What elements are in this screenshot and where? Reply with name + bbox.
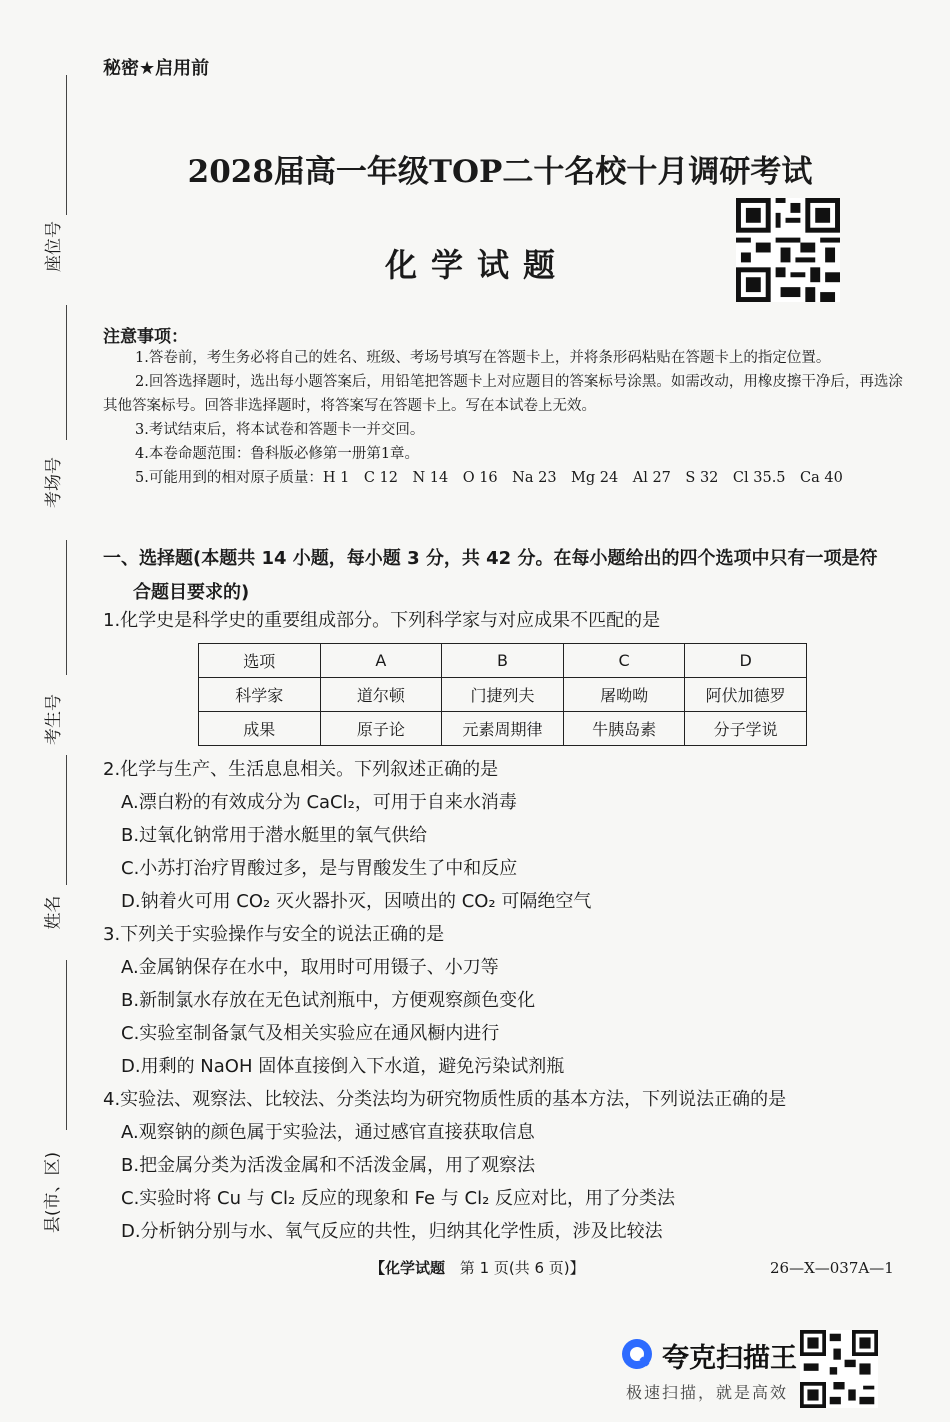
exam-room-label: 考场号 bbox=[44, 457, 64, 508]
notice-item: 3.考试结束后，将本试卷和答题卡一并交回。 bbox=[135, 422, 425, 438]
question-3-option-d: D.用剩的 NaOH 固体直接倒入下水道，避免污染试剂瓶 bbox=[121, 1056, 565, 1077]
question-1-table bbox=[198, 643, 807, 746]
table-cell: 科学家 bbox=[199, 678, 321, 712]
page-footer bbox=[370, 1257, 585, 1278]
notice-item: 5.可能用到的相对原子质量：H 1 C 12 N 14 O 16 Na 23 Mg 24 Al 27 S 32 Cl 35.5 Ca 40 bbox=[135, 470, 843, 486]
exam-title: 2028届高一年级TOP二十名校十月调研考试 bbox=[187, 154, 813, 190]
qr-code-icon[interactable] bbox=[800, 1330, 878, 1408]
footer-subject: 【化学试题 bbox=[370, 1259, 446, 1277]
table-cell: 牛胰岛素 bbox=[563, 712, 685, 746]
exam-subtitle: 化学试题 bbox=[385, 246, 570, 284]
binding-line bbox=[66, 960, 67, 1130]
table-cell: 元素周期律 bbox=[442, 712, 564, 746]
question-3-stem: 3.下列关于实验操作与安全的说法正确的是 bbox=[103, 924, 445, 945]
scanner-logo-icon bbox=[620, 1337, 654, 1371]
table-cell: A bbox=[320, 644, 442, 678]
question-4-stem: 4.实验法、观察法、比较法、分类法均为研究物质性质的基本方法，下列说法正确的是 bbox=[103, 1089, 787, 1110]
question-3-option-c: C.实验室制备氯气及相关实验应在通风橱内进行 bbox=[121, 1023, 500, 1044]
notice-list bbox=[103, 346, 903, 490]
notice-item: 4.本卷命题范围：鲁科版必修第一册第1章。 bbox=[135, 446, 420, 462]
section-heading bbox=[103, 542, 908, 610]
question-4-option-c: C.实验时将 Cu 与 Cl₂ 反应的现象和 Fe 与 Cl₂ 反应对比，用了分类法 bbox=[121, 1188, 676, 1209]
table-cell: 成果 bbox=[199, 712, 321, 746]
section-line-1: 一、选择题(本题共 14 小题，每小题 3 分，共 42 分。在每小题给出的四个选项中只有一项是符 bbox=[103, 548, 878, 569]
county-label: 县(市、区) bbox=[43, 1151, 64, 1234]
notice-item: 1.答卷前，考生务必将自己的姓名、班级、考场号填写在答题卡上，并将条形码粘贴在答题卡上的指定位置。 bbox=[135, 350, 831, 366]
notice-title: 注意事项： bbox=[103, 327, 188, 347]
footer-page: 第 1 页(共 6 页)】 bbox=[459, 1259, 585, 1277]
table-cell: 屠呦呦 bbox=[563, 678, 685, 712]
secret-label: 秘密★启用前 bbox=[103, 58, 210, 79]
table-cell: B bbox=[442, 644, 564, 678]
question-2-option-d: D.钠着火可用 CO₂ 灭火器扑灭，因喷出的 CO₂ 可隔绝空气 bbox=[121, 891, 592, 912]
binding-line bbox=[66, 305, 67, 440]
watermark-tagline: 极速扫描，就是高效 bbox=[626, 1383, 789, 1402]
table-row bbox=[199, 644, 807, 678]
question-3-option-b: B.新制氯水存放在无色试剂瓶中，方便观察颜色变化 bbox=[121, 990, 536, 1011]
question-2-stem: 2.化学与生产、生活息息相关。下列叙述正确的是 bbox=[103, 759, 499, 780]
table-cell: 阿伏加德罗 bbox=[685, 678, 807, 712]
student-id-label: 考生号 bbox=[44, 694, 64, 745]
qr-code-icon[interactable] bbox=[736, 198, 840, 302]
question-2-option-c: C.小苏打治疗胃酸过多，是与胃酸发生了中和反应 bbox=[121, 858, 518, 879]
notice-item: 2.回答选择题时，选出每小题答案后，用铅笔把答题卡上对应题目的答案标号涂黑。如需改动，用橡皮擦干净后，再选涂其他答案标号。回答非选择题时，将答案写在答题卡上。写在本试卷上无效。 bbox=[103, 374, 903, 414]
section-line-2: 合题目要求的) bbox=[133, 582, 250, 603]
question-2-option-a: A.漂白粉的有效成分为 CaCl₂，可用于自来水消毒 bbox=[121, 792, 517, 813]
table-cell: 原子论 bbox=[320, 712, 442, 746]
table-cell: 道尔顿 bbox=[320, 678, 442, 712]
table-cell: C bbox=[563, 644, 685, 678]
name-label: 姓名 bbox=[43, 895, 64, 930]
question-1-stem: 1.化学史是科学史的重要组成部分。下列科学家与对应成果不匹配的是 bbox=[103, 610, 661, 631]
question-4-option-b: B.把金属分类为活泼金属和不活泼金属，用了观察法 bbox=[121, 1155, 536, 1176]
question-2-option-b: B.过氧化钠常用于潜水艇里的氧气供给 bbox=[121, 825, 428, 846]
question-4-option-a: A.观察钠的颜色属于实验法，通过感官直接获取信息 bbox=[121, 1122, 535, 1143]
paper-code: 26—X—037A—1 bbox=[770, 1259, 894, 1277]
table-row bbox=[199, 712, 807, 746]
table-cell: 选项 bbox=[199, 644, 321, 678]
question-3-option-a: A.金属钠保存在水中，取用时可用镊子、小刀等 bbox=[121, 957, 499, 978]
watermark-brand: 夸克扫描王 bbox=[662, 1343, 797, 1374]
table-cell: 门捷列夫 bbox=[442, 678, 564, 712]
binding-line bbox=[66, 755, 67, 885]
binding-line bbox=[66, 540, 67, 675]
table-cell: 分子学说 bbox=[685, 712, 807, 746]
binding-line bbox=[66, 75, 67, 215]
table-row bbox=[199, 678, 807, 712]
seat-number-label: 座位号 bbox=[44, 221, 64, 272]
table-cell: D bbox=[685, 644, 807, 678]
question-4-option-d: D.分析钠分别与水、氧气反应的共性，归纳其化学性质，涉及比较法 bbox=[121, 1221, 663, 1242]
